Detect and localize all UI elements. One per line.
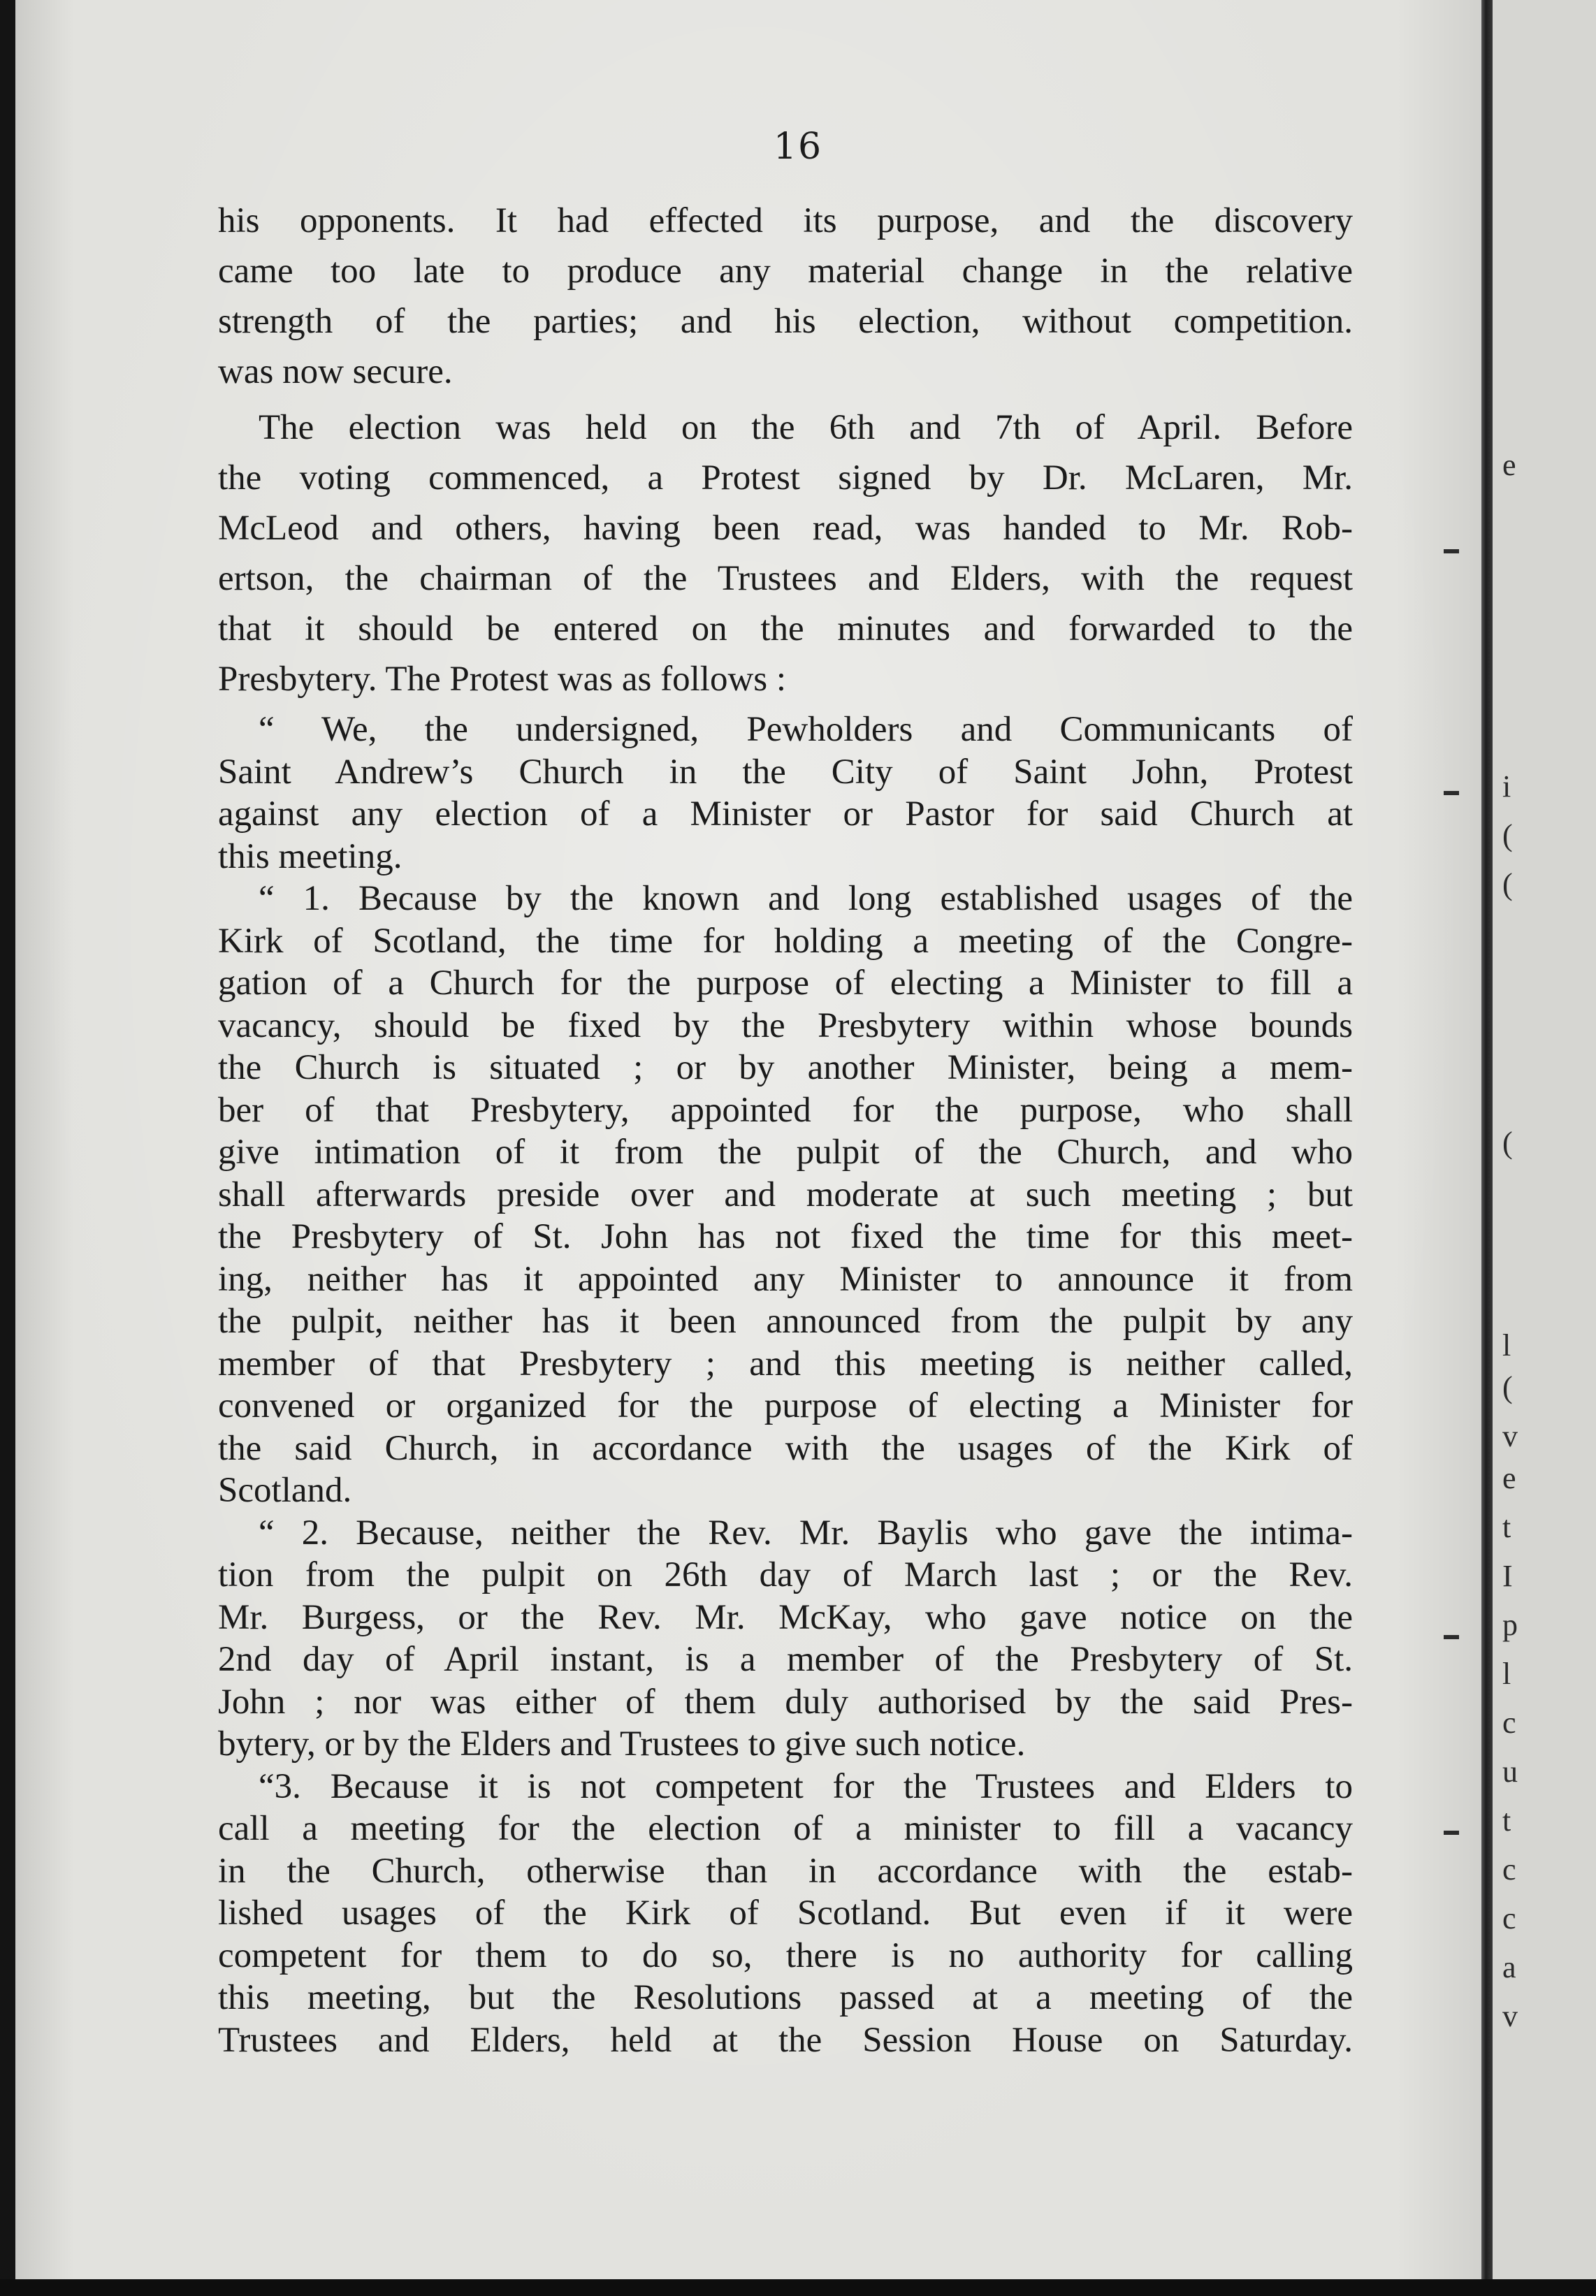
adjacent-page-fragment: p (1502, 1608, 1518, 1642)
adjacent-page-fragment: ( (1502, 867, 1513, 901)
text-line: against any election of a Minister or Pastor for said Church at (218, 794, 1353, 834)
adjacent-page-fragment: e (1502, 448, 1516, 482)
paragraph (218, 402, 1353, 704)
text-line: McLeod and others, having been read, was handed to Mr. Rob- (218, 509, 1353, 548)
text-line: Presbytery. The Protest was as follows : (218, 660, 787, 699)
text-line: ber of that Presbytery, appointed for the purpose, who shall (218, 1090, 1353, 1130)
text-line: the voting commenced, a Protest signed by Dr. McLaren, Mr. (218, 458, 1353, 497)
adjacent-page-fragment: I (1502, 1559, 1513, 1593)
protest-section (218, 709, 1353, 2061)
adjacent-page-fragment: l (1502, 1657, 1511, 1691)
page-number: 16 (773, 126, 823, 168)
adjacent-page-fragment: t (1502, 1510, 1511, 1544)
scan-border (0, 2279, 1596, 2296)
book-gutter (1481, 0, 1493, 2279)
text-line: “ We, the undersigned, Pewholders and Communicants of (259, 710, 1353, 749)
text-line: his opponents. It had effected its purpose, and the discovery (218, 201, 1353, 240)
text-line: the said Church, in accordance with the usages of the Kirk of (218, 1428, 1353, 1468)
text-line: Scotland. (218, 1471, 352, 1510)
text-line: Kirk of Scotland, the time for holding a meeting of the Congre- (218, 921, 1353, 961)
narrative-section (218, 196, 1353, 704)
text-line: “3. Because it is not competent for the Trustees and Elders to (259, 1766, 1353, 1806)
gutter-mark (1444, 1635, 1459, 1639)
text-line: vacancy, should be fixed by the Presbytery within whose bounds (218, 1005, 1353, 1045)
adjacent-page-fragment: c (1502, 1852, 1516, 1887)
text-line: bytery, or by the Elders and Trustees to give such notice. (218, 1724, 1026, 1764)
text-line: that it should be entered on the minutes and forwarded to the (218, 609, 1353, 648)
text-line: ertson, the chairman of the Trustees and Elders, with the request (218, 559, 1353, 598)
text-line: The election was held on the 6th and 7th of April. Before (259, 408, 1353, 447)
text-line: Trustees and Elders, held at the Session House on Saturday. (218, 2020, 1353, 2060)
adjacent-page-fragment: ( (1502, 1126, 1513, 1160)
adjacent-page-fragment: e (1502, 1461, 1516, 1495)
paragraph (218, 196, 1353, 397)
text-line: “ 1. Because by the known and long established usages of the (259, 879, 1353, 918)
gutter-mark (1444, 791, 1459, 795)
text-line: strength of the parties; and his election, without competition. (218, 302, 1353, 341)
gutter-mark (1444, 1831, 1459, 1835)
text-line: convened or organized for the purpose of electing a Minister for (218, 1386, 1353, 1425)
adjacent-page-fragment: v (1502, 1999, 1518, 2033)
text-line: call a meeting for the election of a minister to fill a vacancy (218, 1809, 1353, 1848)
text-line: came too late to produce any material change in the relative (218, 252, 1353, 291)
adjacent-page-fragment: c (1502, 1706, 1516, 1740)
protest-paragraph (218, 1512, 1353, 1766)
adjacent-page-fragment: i (1502, 769, 1511, 804)
text-line: member of that Presbytery ; and this meeting is neither called, (218, 1344, 1353, 1383)
text-line: shall afterwards preside over and moderate at such meeting ; but (218, 1175, 1353, 1214)
text-line: gation of a Church for the purpose of electing a Minister to fill a (218, 964, 1353, 1003)
adjacent-page-fragment: a (1502, 1950, 1516, 1984)
protest-paragraph (218, 1766, 1353, 2062)
adjacent-page-fragment: ( (1502, 818, 1513, 852)
text-line: this meeting. (218, 836, 402, 876)
text-line: Mr. Burgess, or the Rev. Mr. McKay, who gave notice on the (218, 1597, 1353, 1637)
protest-paragraph (218, 878, 1353, 1512)
adjacent-page-fragment: c (1502, 1901, 1516, 1935)
text-line: 2nd day of April instant, is a member of the Presbytery of St. (218, 1640, 1353, 1679)
text-line: give intimation of it from the pulpit of the Church, and who (218, 1133, 1353, 1172)
text-line: the Presbytery of St. John has not fixed the time for this meet- (218, 1217, 1353, 1256)
text-line: John ; nor was either of them duly authorised by the said Pres- (218, 1682, 1353, 1722)
text-line: was now secure. (218, 352, 453, 391)
protest-paragraph (218, 709, 1353, 878)
gutter-mark (1444, 549, 1459, 553)
text-line: lished usages of the Kirk of Scotland. But even if it were (218, 1894, 1353, 1933)
text-line: ing, neither has it appointed any Minister to announce it from (218, 1259, 1353, 1299)
adjacent-page-fragment: v (1502, 1419, 1518, 1453)
adjacent-page-fragment: ( (1502, 1370, 1513, 1404)
text-line: this meeting, but the Resolutions passed at a meeting of the (218, 1978, 1353, 2017)
text-line: competent for them to do so, there is no authority for calling (218, 1935, 1353, 1975)
page-body (218, 196, 1353, 2061)
adjacent-page-fragment: u (1502, 1754, 1518, 1789)
text-line: the pulpit, neither has it been announced from the pulpit by any (218, 1302, 1353, 1341)
text-line: in the Church, otherwise than in accordance with the estab- (218, 1851, 1353, 1891)
adjacent-page-fragment: l (1502, 1328, 1511, 1363)
text-line: “ 2. Because, neither the Rev. Mr. Baylis who gave the intima- (259, 1513, 1353, 1553)
text-line: tion from the pulpit on 26th day of March last ; or the Rev. (218, 1555, 1353, 1594)
text-line: the Church is situated ; or by another Minister, being a mem- (218, 1048, 1353, 1087)
adjacent-page-fragment: t (1502, 1803, 1511, 1838)
text-line: Saint Andrew’s Church in the City of Saint John, Protest (218, 752, 1353, 792)
